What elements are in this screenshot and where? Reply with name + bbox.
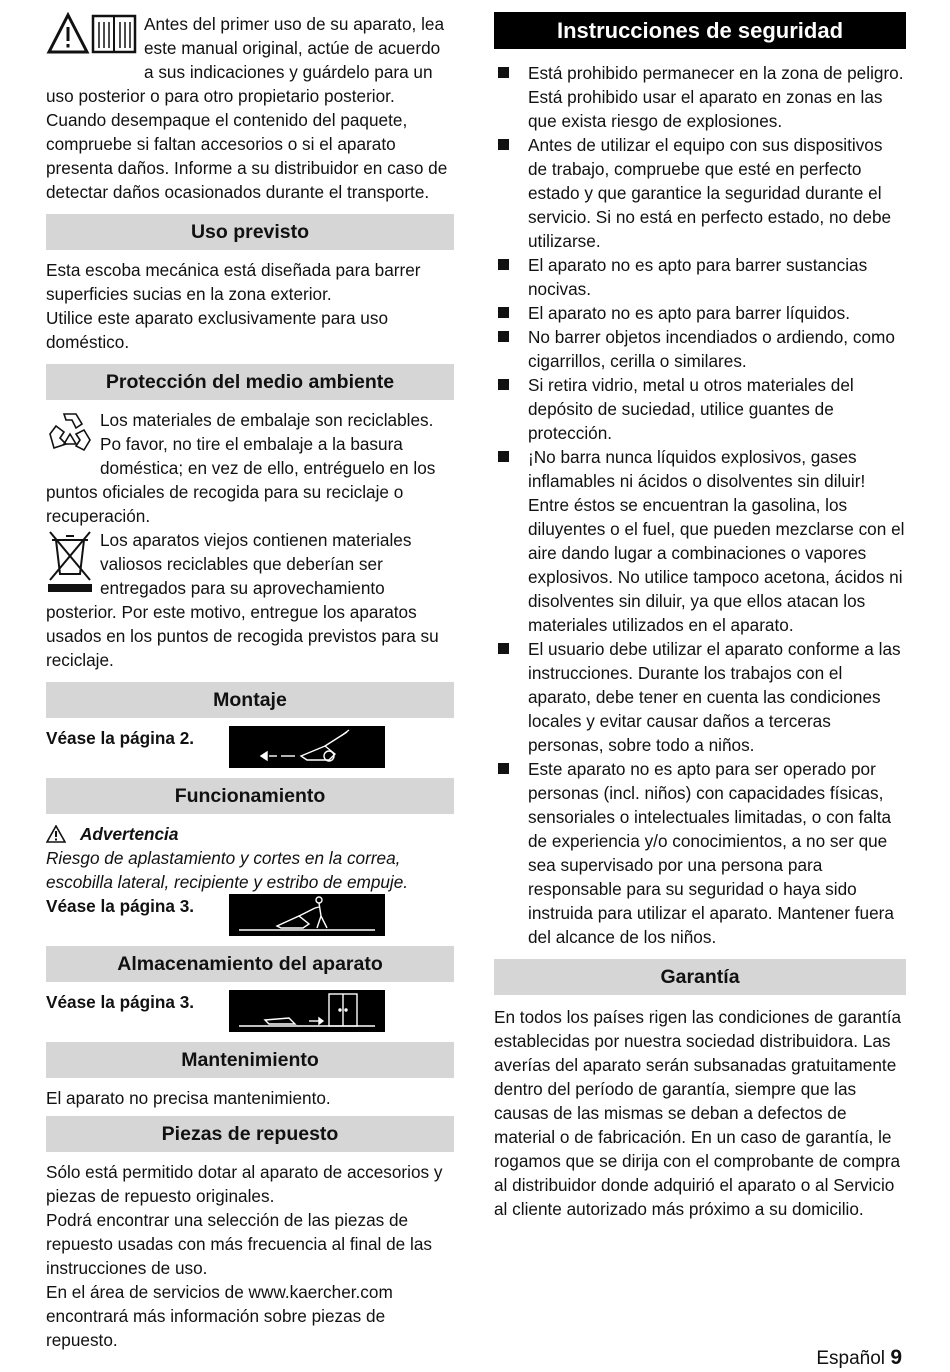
garantia-p1: En todos los países rigen las condiciones de garantía establecidas por nuestra sociedad distribuidora. Las averías del aparato serán subsanadas gratuitamente dentro del período de garantía, siempre que las causas de las mismas se deban a defectos de material o de fabricación. En un caso de garantía, le rogamos que se dirija con el comprobante de compra al distribuidor donde adquirió el aparato o al Servicio al cliente autorizado más próximo a su domicilio. [494,1007,902,1219]
intro-block [46,12,454,204]
weee-block [46,528,454,672]
bullet-square-icon [498,763,509,774]
operation-image [229,894,385,936]
storage-image [229,990,385,1032]
almacenamiento-see-row [46,990,454,1032]
section-funcionamiento: Funcionamiento [46,778,454,814]
funcionamiento-see-row [46,894,454,936]
page-footer [816,1346,902,1370]
medio-ambiente-p2: Los aparatos viejos contienen materiales valiosos reciclables que deberían ser entregados para su aprovechamiento posterior. Por este motivo, entregue los aparatos usados en los puntos de recogida previstos para su reciclaje. [46,530,439,670]
section-medio-ambiente: Protección del medio ambiente [46,364,454,400]
crossed-bin-icon [46,528,94,599]
list-item: El aparato no es apto para barrer líquidos. [494,301,906,325]
list-item: No barrer objetos incendiados o ardiendo, como cigarrillos, cerilla o similares. [494,325,906,373]
uso-previsto-p1: Esta escoba mecánica está diseñada para barrer superficies sucias en la zona exterior. [46,260,421,304]
warning-manual-icon [46,12,138,61]
footer-language: Español [816,1348,886,1369]
list-item: Este aparato no es apto para ser operado por personas (incl. niños) con capacidades físicas, sensoriales o intelectuales limitadas, o con falta de experiencia y/o conocimientos, a no ser que sea supervisado por una persona para responsable para su seguridad o haya sido instruida para utilizar el aparato. Mantener fuera del alcance de los niños. [494,757,906,949]
bullet-square-icon [498,67,509,78]
repuesto-p3: En el área de servicios de www.kaercher.com encontrará más información sobre piezas de repuesto. [46,1282,393,1350]
bullet-square-icon [498,139,509,150]
page-number: 9 [890,1346,902,1369]
section-seguridad: Instrucciones de seguridad [494,12,906,49]
right-column [494,12,906,1221]
list-item: El usuario debe utilizar el aparato conforme a las instrucciones. Durante los trabajos con el aparato, debe tener en cuenta las condiciones locales y evitar causar daños a terceras personas, sobre todo a niños. [494,637,906,757]
intro-text: Antes del primer uso de su aparato, lea este manual original, actúe de acuerdo a sus indicaciones y guárdelo para un uso posterior o para otro propietario posterior. Cuando desempaque el contenido del paquete, compruebe si faltan accesorios o si el aparato presenta daños. Informe a su distribuidor en caso de detectar daños ocasionados durante el transporte. [46,14,448,202]
montaje-see-label: Véase la página 2. [46,728,195,748]
left-column [46,12,454,1352]
section-almacenamiento: Almacenamiento del aparato [46,946,454,982]
list-item: Antes de utilizar el equipo con sus dispositivos de trabajo, compruebe que esté en perfecto estado y que garantice la seguridad durante el servicio. Si no está en perfecto estado, no debe utilizarse. [494,133,906,253]
list-item: ¡No barra nunca líquidos explosivos, gases inflamables ni ácidos o disolventes sin diluir! Entre éstos se encuentran la gasolina, los diluyentes o el fuel, que pueden mezclarse con el aire dando lugar a combinaciones o vapores explosivos. No utilice tampoco acetona, ácidos ni disolventes sin diluir, ya que ellos atacan los materiales utilizados en el aparato. [494,445,906,637]
recycle-block [46,408,454,528]
mantenimiento-p1: El aparato no precisa mantenimiento. [46,1088,331,1108]
section-mantenimiento: Mantenimiento [46,1042,454,1078]
warning-title: Advertencia [80,824,179,844]
bullet-square-icon [498,307,509,318]
list-item: Está prohibido permanecer en la zona de peligro. Está prohibido usar el aparato en zonas en las que exista riesgo de explosiones. [494,61,906,133]
list-item: Si retira vidrio, metal u otros materiales del depósito de suciedad, utilice guantes de protección. [494,373,906,445]
list-item: El aparato no es apto para barrer sustancias nocivas. [494,253,906,301]
repuesto-p1: Sólo está permitido dotar al aparato de accesorios y piezas de repuesto originales. [46,1162,443,1206]
warning-text: Riesgo de aplastamiento y cortes en la correa, escobilla lateral, recipiente y estribo de empuje. [46,848,409,892]
bullet-square-icon [498,643,509,654]
section-uso-previsto: Uso previsto [46,214,454,250]
bullet-square-icon [498,451,509,462]
bullet-square-icon [498,259,509,270]
bullet-square-icon [498,379,509,390]
section-montaje: Montaje [46,682,454,718]
section-repuesto: Piezas de repuesto [46,1116,454,1152]
uso-previsto-p2: Utilice este aparato exclusivamente para uso doméstico. [46,308,389,352]
warning-heading [46,822,454,846]
repuesto-p2: Podrá encontrar una selección de las piezas de repuesto usadas con más frecuencia al final de las instrucciones de uso. [46,1210,432,1278]
bullet-square-icon [498,331,509,342]
recycle-icon [46,408,94,459]
montaje-see-row [46,726,454,768]
funcionamiento-see-label: Véase la página 3. [46,896,195,916]
safety-list [494,61,906,949]
warning-triangle-icon [46,825,66,843]
almacenamiento-see-label: Véase la página 3. [46,992,195,1012]
section-garantia: Garantía [494,959,906,995]
assembly-image [229,726,385,768]
medio-ambiente-p1: Los materiales de embalaje son reciclables. Po favor, no tire el embalaje a la basura doméstica; en vez de ello, entréguelo en los puntos oficiales de recogida para su reciclaje o recuperación. [46,410,436,526]
